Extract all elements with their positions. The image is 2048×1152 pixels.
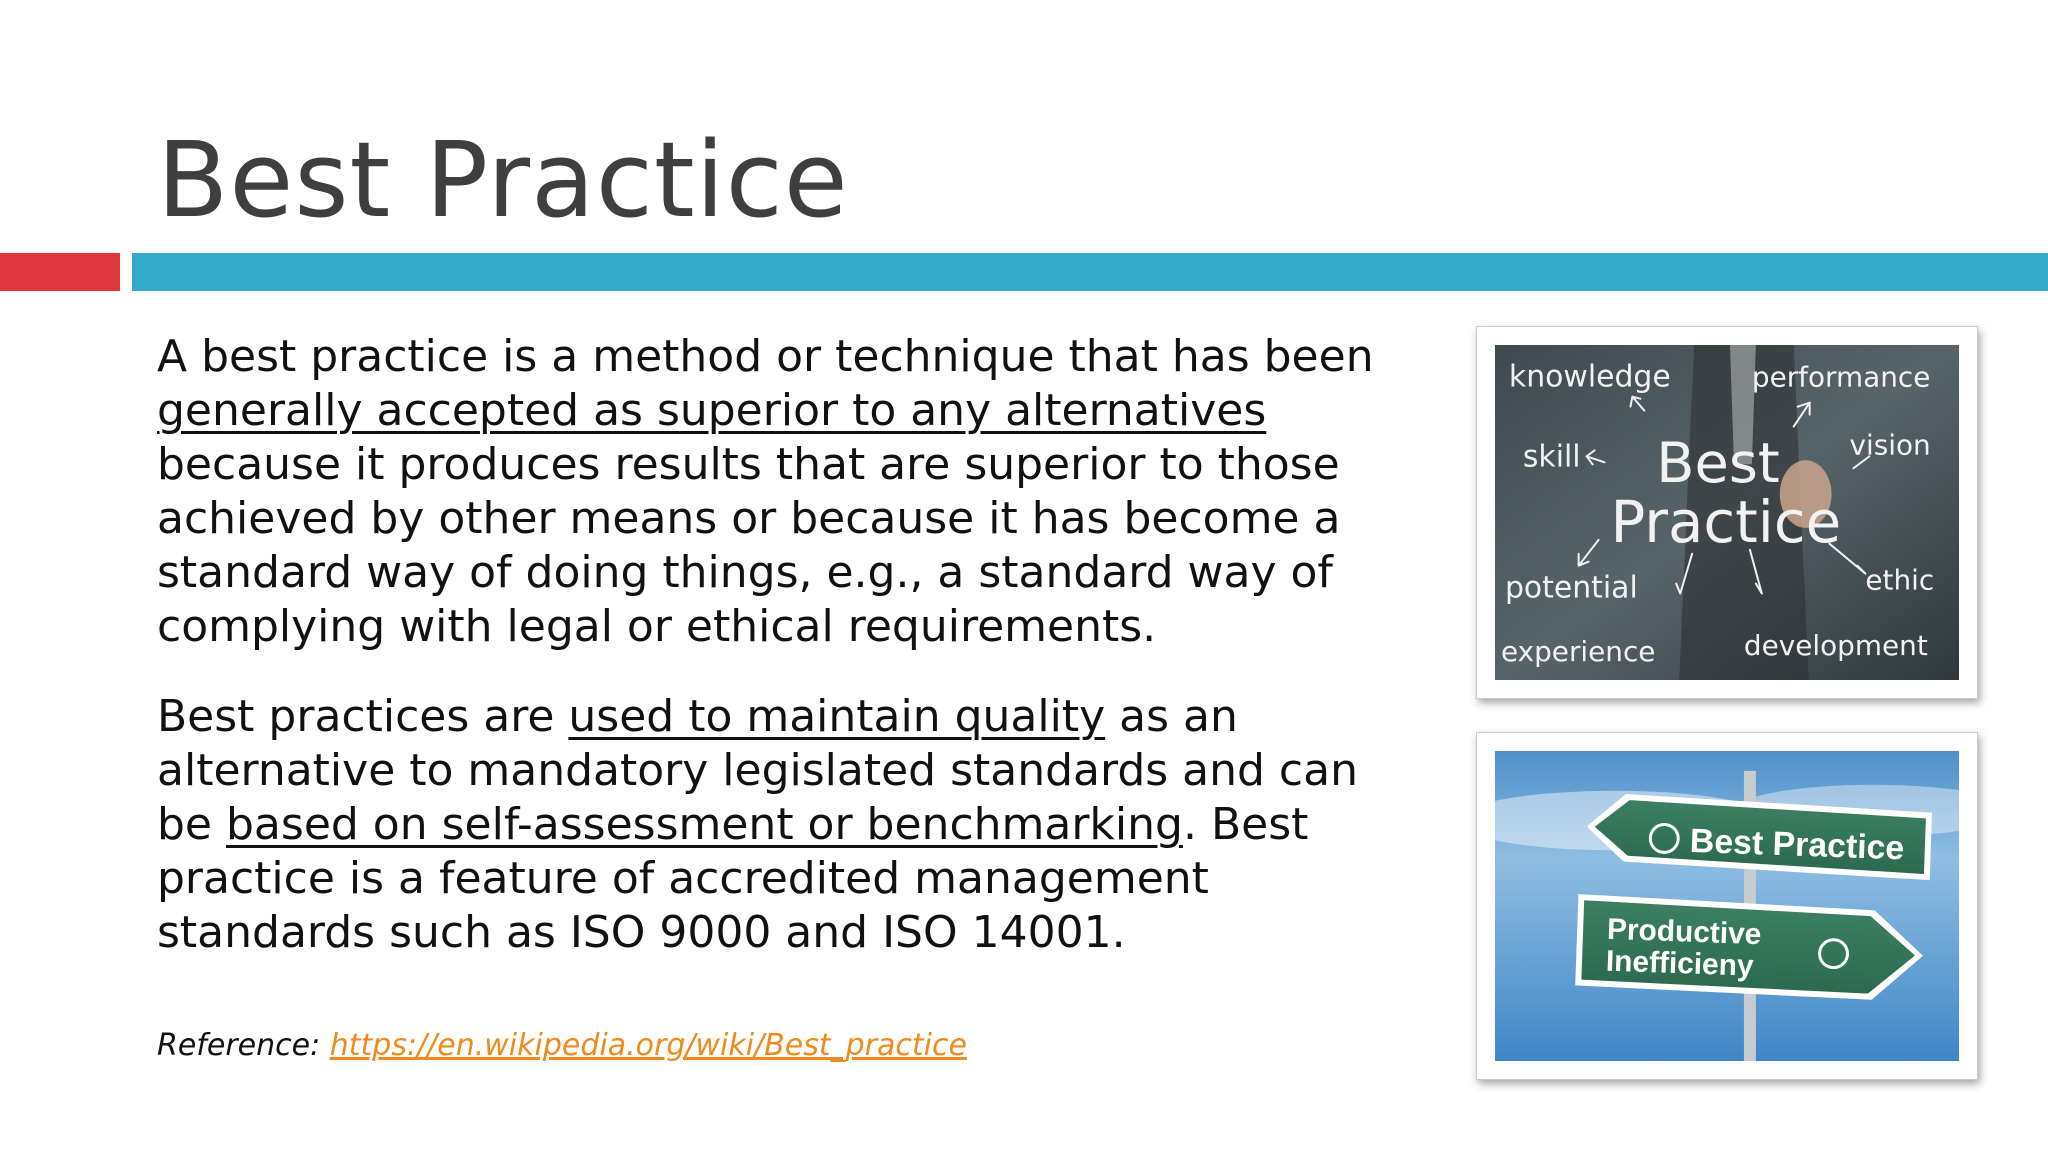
word-practice: Practice [1610, 487, 1842, 556]
word-development: development [1743, 629, 1928, 663]
paragraph-1-underlined: generally accepted as superior to any alternatives [157, 385, 1267, 436]
word-potential: potential [1504, 570, 1638, 606]
sign-inefficieny-label: Inefficieny [1605, 944, 1755, 983]
paragraph-1-text-b: because it produces results that are superior to those achieved by other means or because it has become a standard way of doing things, e.g., a standard way of complying with legal or ethical requirements. [157, 439, 1341, 652]
word-knowledge: knowledge [1508, 359, 1671, 395]
paragraph-1-text-a: A best practice is a method or technique that has been [157, 331, 1374, 382]
paragraph-1 [157, 330, 1407, 654]
paragraph-2-text-b: as an alternative to mandatory legislated standards and can be [157, 691, 1358, 850]
paragraph-2-text-c: . Best practice is a feature of accredited management standards such as ISO 9000 and ISO 14001. [157, 799, 1309, 958]
word-ethic: ethic [1865, 563, 1935, 597]
best-practice-road-sign-image [1476, 732, 1978, 1080]
slide-title: Best Practice [157, 119, 849, 241]
word-skill: skill [1522, 439, 1581, 475]
paragraph-2-underlined-2: based on self-assessment or benchmarking [226, 799, 1183, 850]
chalkboard-illustration [1495, 345, 1959, 680]
paragraph-2-underlined-1: used to maintain quality [568, 691, 1106, 742]
reference [157, 1028, 967, 1063]
sign-productive-label: Productive [1606, 912, 1762, 952]
paragraph-2-text-a: Best practices are [157, 691, 569, 742]
word-performance: performance [1751, 360, 1931, 394]
road-sign-illustration [1495, 751, 1959, 1061]
accent-bar-blue [132, 253, 2048, 291]
sign-best-practice-label: Best Practice [1689, 821, 1905, 868]
best-practice-chalkboard-image [1476, 326, 1978, 699]
reference-link[interactable]: https://en.wikipedia.org/wiki/Best_practice [329, 1028, 967, 1063]
word-vision: vision [1849, 428, 1931, 462]
paragraph-2 [157, 690, 1407, 960]
word-experience: experience [1500, 635, 1656, 669]
body-text [157, 330, 1407, 960]
word-best: Best [1656, 431, 1780, 497]
reference-label: Reference: [157, 1028, 321, 1063]
accent-bar-red [0, 253, 120, 291]
